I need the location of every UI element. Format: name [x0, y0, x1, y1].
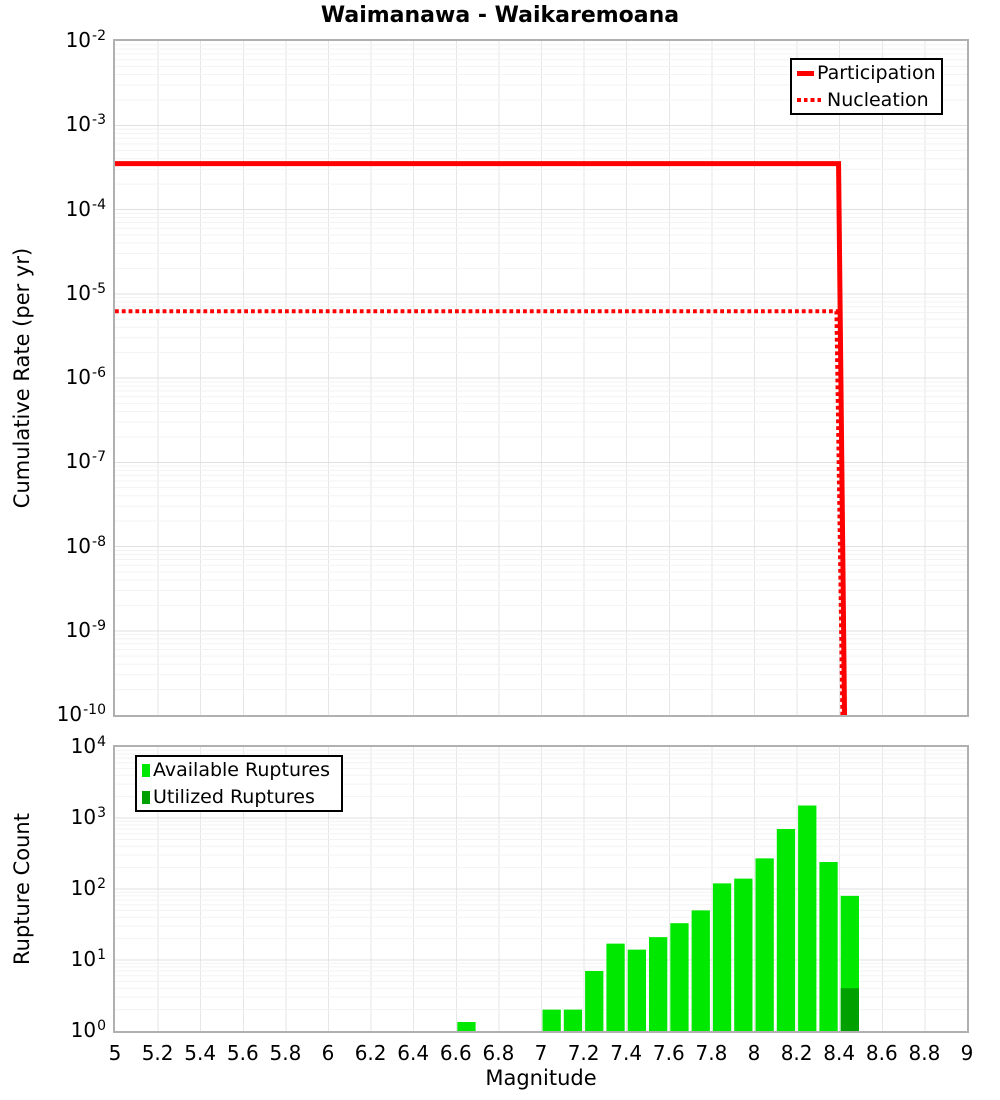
- legend-item-participation: [797, 61, 936, 85]
- legend-label-available-ruptures: Available Ruptures: [153, 759, 330, 781]
- chart-title: Waimanawa - Waikaremoana: [320, 3, 680, 28]
- x-tick-label: 8.2: [780, 1041, 813, 1065]
- bar: [819, 862, 837, 1031]
- bar: [734, 879, 752, 1031]
- nucleation-line: [115, 311, 842, 715]
- x-tick-label: 5.2: [141, 1041, 174, 1065]
- x-tick-label: 8: [747, 1041, 761, 1065]
- x-tick-label: 5.8: [269, 1041, 302, 1065]
- x-tick-label: 5.4: [184, 1041, 217, 1065]
- x-tick-label: 7.6: [652, 1041, 685, 1065]
- legend-item-nucleation: [797, 88, 936, 112]
- y-tick-label: $10^{-9}$: [65, 617, 106, 642]
- x-tick-label: 8.4: [823, 1041, 856, 1065]
- x-tick-label: 5.6: [226, 1041, 259, 1065]
- participation-line: [115, 164, 845, 715]
- x-tick-label: 9: [960, 1041, 974, 1065]
- nucleation-line-swatch: [797, 98, 824, 102]
- rate-legend: [790, 58, 943, 115]
- legend-item-utilized-ruptures: [142, 785, 336, 809]
- x-axis-label: Magnitude: [485, 1066, 597, 1090]
- available-ruptures-swatch: [142, 764, 150, 777]
- count-legend: [135, 755, 343, 812]
- bar: [670, 923, 688, 1031]
- bar: [692, 910, 710, 1031]
- bar: [777, 829, 795, 1031]
- x-tick-label: 6.8: [482, 1041, 515, 1065]
- x-tick-label: 6.2: [354, 1041, 387, 1065]
- bar: [564, 1010, 582, 1031]
- x-tick-label: 6.6: [439, 1041, 472, 1065]
- y-tick-label: $10^{-7}$: [65, 449, 106, 474]
- x-tick-label: 7.4: [610, 1041, 643, 1065]
- y-tick-label: $10^2$: [70, 875, 106, 900]
- top-y-axis-label: Cumulative Rate (per yr): [10, 247, 34, 509]
- cumulative-rate-plot: [113, 39, 969, 717]
- y-tick-label: $10^{-8}$: [65, 533, 106, 558]
- legend-label-nucleation: Nucleation: [827, 89, 929, 111]
- x-tick-label: 8.8: [908, 1041, 941, 1065]
- bottom-y-axis-label: Rupture Count: [10, 813, 34, 965]
- y-tick-label: $10^1$: [70, 946, 106, 971]
- y-tick-label: $10^{-3}$: [65, 112, 106, 137]
- utilized-ruptures-bars: [841, 988, 859, 1031]
- bar: [457, 1022, 475, 1031]
- x-tick-label: 8.6: [865, 1041, 898, 1065]
- y-tick-label: $10^{-5}$: [65, 280, 106, 305]
- y-tick-label: $10^3$: [70, 804, 106, 829]
- x-tick-label: 7.2: [567, 1041, 600, 1065]
- y-tick-label: $10^{-10}$: [56, 701, 106, 726]
- y-tick-label: $10^{-2}$: [65, 27, 106, 52]
- x-tick-label: 6.4: [397, 1041, 430, 1065]
- bar: [585, 971, 603, 1031]
- bar: [713, 883, 731, 1031]
- x-tick-label: 7: [534, 1041, 548, 1065]
- x-tick-label: 6: [321, 1041, 335, 1065]
- legend-item-available-ruptures: [142, 758, 336, 782]
- cumulative-rate-svg: [115, 41, 967, 715]
- y-tick-label: $10^{-6}$: [65, 364, 106, 389]
- legend-label-participation: Participation: [817, 62, 936, 84]
- bar: [543, 1010, 561, 1031]
- utilized-ruptures-swatch: [142, 791, 150, 804]
- participation-line-swatch: [797, 71, 814, 76]
- x-tick-label: 7.8: [695, 1041, 728, 1065]
- bar: [649, 937, 667, 1031]
- y-tick-label: $10^4$: [70, 733, 106, 758]
- x-tick-label: 5: [108, 1041, 122, 1065]
- bar: [628, 950, 646, 1031]
- bar: [606, 944, 624, 1031]
- bar: [798, 805, 816, 1031]
- bar: [841, 988, 859, 1031]
- bar: [756, 858, 774, 1031]
- y-tick-label: $10^0$: [70, 1017, 106, 1042]
- legend-label-utilized-ruptures: Utilized Ruptures: [153, 786, 315, 808]
- y-tick-label: $10^{-4}$: [65, 196, 106, 221]
